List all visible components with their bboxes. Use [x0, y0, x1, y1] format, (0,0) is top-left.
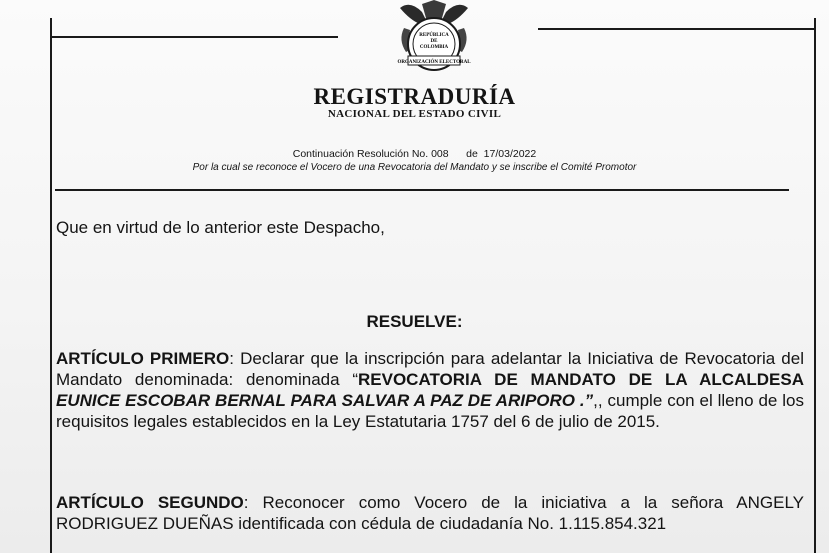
frame-border-top-left [50, 36, 338, 38]
article-segundo-text: : Reconocer como Vocero de la iniciativa a la señora ANGELY RODRIGUEZ DUEÑAS identificada con cédula de ciudadanía No. 1.115.854.321 [56, 493, 804, 533]
article-primero-bold-title: REVOCATORIA DE MANDATO DE LA ALCALDESA [357, 370, 804, 389]
seal-text-1: REPÚBLICA [419, 33, 449, 38]
article-primero-italic-name: EUNICE ESCOBAR BERNAL PARA SALVAR A PAZ DE ARIPORO .” [56, 391, 594, 410]
org-subtitle: NACIONAL DEL ESTADO CIVIL [327, 108, 502, 120]
seal-text-4: ORGANIZACIÓN ELECTORAL [397, 60, 471, 65]
header-divider [55, 189, 789, 191]
article-primero [56, 348, 804, 432]
frame-border-top-right [538, 28, 816, 30]
resolution-description: Por la cual se reconoce el Vocero de una Revocatoria del Mandato y se inscribe el Comité Promotor [192, 162, 637, 173]
resolution-reference [0, 148, 829, 160]
article-segundo [56, 492, 804, 534]
org-title: REGISTRADURÍA [313, 84, 516, 109]
seal-text-2: DE [430, 39, 438, 44]
registraduria-seal-logo [380, 0, 488, 80]
resolution-date-label: de [466, 148, 478, 160]
article-primero-label: ARTÍCULO PRIMERO [56, 349, 230, 368]
article-segundo-label: ARTÍCULO SEGUNDO [56, 493, 244, 512]
resolution-date: 17/03/2022 [483, 148, 537, 160]
resolution-label: Continuación Resolución No. [292, 148, 429, 160]
article-primero-text-a: : Declarar que la inscripción para adelantar la Iniciativa de Revocatoria del Mandato denominada: denominada “ [56, 349, 804, 389]
resolution-number: 008 [431, 148, 449, 160]
article-primero-text-b: ,, cumple con el lleno de los requisitos legales establecidos en la Ley Estatutaria 1757 del 6 de julio de 2015. [56, 391, 804, 431]
intro-text: Que en virtud de lo anterior este Despacho, [56, 218, 385, 237]
resolve-heading: RESUELVE: [366, 312, 463, 331]
seal-text-3: COLOMBIA [419, 45, 449, 50]
